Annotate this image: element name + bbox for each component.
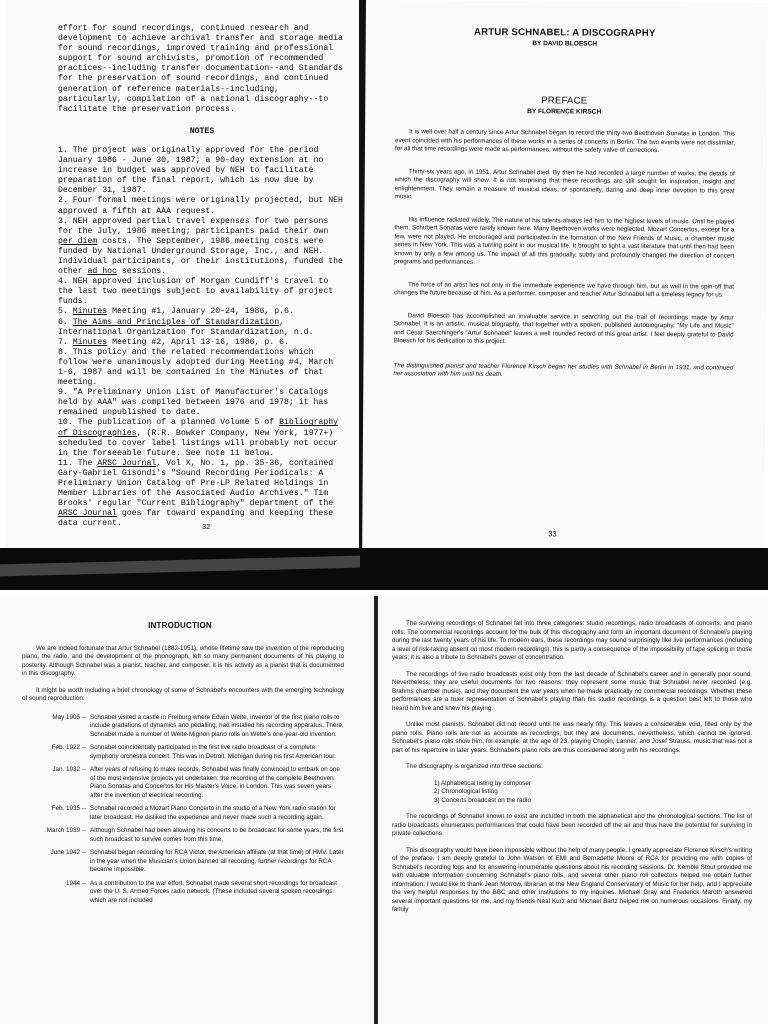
page-number-32: 32 bbox=[202, 522, 211, 531]
preface-body bbox=[393, 128, 735, 389]
body-paragraph: The recordings of Schnabel known to exist are included in both the alphabetical and the chronological sections. The list of radio broadcasts enumerates performances that could have been recorded off the air and thus have the potential for surviving in private collections. bbox=[392, 813, 752, 837]
introduction-continued-body bbox=[392, 620, 752, 923]
note-1: 1. The project was originally approved for the period January 1986 - June 30, 1987; a 90-day extension at no increase in budget was approved by NEH to facilitate preparation of the final report, which is now due by December 31, 1987. bbox=[58, 145, 324, 196]
note-11-text: 11. The bbox=[58, 458, 98, 468]
preface-paragraph: David Bloesch has accomplished an invaluable service in searching out the trail of recordings made by Artur Schnabel. It is an artistic, musical biography, that together with a spoken, published autobiography, "My Life and Music" and César Saerchinger's "Artur Schnabel" leaves a well rounded record of this great artist. I feel deeply grateful to David Bloesch for his dedication to this project. bbox=[393, 311, 734, 345]
author-note: The distinguished pianist and teacher Florence Kirsch began her studies with Schnabel in Berlin in 1931, and continued her association with him until his death. bbox=[393, 361, 734, 378]
introduction-body bbox=[22, 622, 344, 911]
note-3-ad-hoc: ad hoc bbox=[87, 267, 117, 277]
page-33-header bbox=[380, 26, 750, 49]
intro-paragraph: effort for sound recordings, continued research and development to achieve archival transfer and storage media for sound recordings, improved training and professional support for sound archivists, promotion of recommended practices--including transfer documentation--and Standards for the preservation of sound recordings, and continued generation of reference materials--including, particularly, compilation of a national discography--to facilitate the preservation process. bbox=[58, 24, 343, 114]
note-4: 4. NEH approved inclusion of Morgan Cundiff's travel to the last two meetings subject to availability of project funds. bbox=[58, 277, 334, 307]
note-5-text: Meeting #1, January 20-24, 1986, p.6. bbox=[107, 307, 294, 317]
note-11-journal: ARSC Journal bbox=[97, 458, 157, 468]
section-item: 2) Chronological listing bbox=[434, 788, 498, 795]
chronology-date: June 1942 -- bbox=[50, 849, 86, 856]
chronology-text: Schnabel began recording for RCA Victor, the American affiliate (at that time) of HMV. Later in the year when the Musician's Union banned all recording, further recordings for RCA became impossible. bbox=[90, 849, 344, 873]
preface-byline: BY FLORENCE KIRSCH bbox=[527, 108, 602, 116]
note-5 bbox=[58, 307, 346, 317]
section-item: 1) Alphabetical listing by composer bbox=[434, 779, 531, 787]
page-introduction bbox=[0, 596, 376, 1024]
note-10 bbox=[58, 418, 346, 458]
note-9: 9. "A Preliminary Union List of Manufacturer's Catalogs held by AAA" was compiled between 1976 and 1978; it has remained unpublished to date. bbox=[58, 388, 329, 418]
note-6-title: The Aims and Principles of Standardization bbox=[72, 317, 280, 327]
chronology-item bbox=[22, 744, 344, 761]
note-7-minutes: Minutes bbox=[72, 337, 108, 347]
chronology-list bbox=[22, 714, 344, 906]
note-10-text-b: , (R.R. Bowker Company, New York, 1977+) scheduled to cover label listings will probably not occur in the forseeable future. See note 11 below. bbox=[58, 428, 339, 458]
note-6 bbox=[58, 318, 346, 338]
section-item: 3) Concerts broadcast on the radio bbox=[434, 796, 531, 804]
preface-heading: PREFACE bbox=[541, 95, 588, 107]
note-11 bbox=[58, 459, 346, 530]
page-introduction-continued bbox=[378, 596, 768, 1024]
body-paragraph: The recordings of live radio broadcasts exist only from the last decade of Schnabel's career and in generally poor sound. Nevertheless, they are useful documents for two reasons: they represent some music that Schnabel never recorded (e.g. Brahms chamber music), and they document the war years when he made practically no commercial recordings. Whether these performances are a truer representation of Schnabel's playing than his studio recordings is a question best left to those who heard him live and knew his playing. bbox=[392, 670, 752, 712]
note-7-num: 7. bbox=[58, 337, 73, 347]
preface-header bbox=[379, 94, 749, 117]
chronology-item bbox=[22, 880, 344, 906]
note-8: 8. This policy and the related recommendations which follow were unanimously adopted during Meeting #4, March 1-6, 1987 and will be contained in the Minutes of that meeting. bbox=[58, 347, 334, 388]
note-10-title: Bibliography of Discographies bbox=[58, 418, 339, 438]
chronology-item bbox=[22, 805, 344, 822]
notes-heading: NOTES bbox=[189, 126, 215, 136]
sections-list bbox=[434, 780, 752, 806]
discography-title: ARTUR SCHNABEL: A DISCOGRAPHY bbox=[473, 26, 656, 40]
preface-paragraph: Thirty-six years ago, in 1951, Artur Schnabel died. By then he had recorded a large number of works, the details of which the discography will show. It is not surprising that these recordings are still sought for inspiration, insight and enlightenment. They remain a treasure of musical ideas, of spontaneity, daring and deep inner devotion to this great music. bbox=[394, 167, 735, 201]
chronology-item bbox=[22, 766, 344, 800]
note-11-text-c: goes far toward expanding and keeping these data current. bbox=[58, 509, 334, 529]
body-paragraph: The discography is organized into three sections: bbox=[406, 763, 543, 770]
note-3 bbox=[58, 217, 346, 278]
chronology-item bbox=[22, 827, 344, 844]
body-paragraph: The surviving recordings of Schnabel fall into three categories: studio recordings, radio broadcasts of concerts, and piano rolls. The commercial recordings account for the bulk of this discography and form an important document of Schnabel's playing during the last twenty years of his life. To modern ears, these recordings may sound surprisingly like live performances (including a level of risk-taking absent on most modern recordings); this is partly a consequence of the impossibility of tape splicing in those years; it is also a tribute to Schnabel's power of concentration. bbox=[392, 620, 752, 661]
page-32-text bbox=[58, 24, 346, 530]
note-6-num: 6. bbox=[58, 317, 73, 327]
chronology-date: Feb. 1922 -- bbox=[51, 744, 86, 751]
preface-paragraph: The force of an artist lies not only in the immediate experience we have through him, but as well in the spin-off that changes the future because of him. As a performer, composer and teacher Artur Schnabel left a timeless legacy for us. bbox=[393, 280, 735, 299]
intro-paragraph-1: We are indeed fortunate that Artur Schnabel (1882-1951), whose lifetime saw the invention of the reproducing piano, the radio, and the development of the phonograph, left so many permanent documents of his playing to posterity. Although Schnabel was a pianist, teacher, and composer, it is his activity as a pianist that is documented in this discography. bbox=[22, 644, 344, 677]
note-3-text: 3. NEH approved partial travel expenses for two persons for the July, 1986 meeting; participants paid their own bbox=[58, 216, 329, 236]
intro-paragraph-2: It might be worth including a brief chronology of some of Schnabel's encounters with the emerging technology of sound reproduction: bbox=[22, 686, 344, 702]
chronology-text: Schnabel recorded a Mozart Piano Concerto in the studio of a New York radio station for later broadcast. He disliked the experience and never made such a recording again. bbox=[90, 805, 336, 821]
chronology-date: May 1905 -- bbox=[52, 713, 86, 721]
chronology-text: Schnabel coincidentally participated in the first live radio broadcast of a complete symphony orchestra concert. This was in Detroit, Michigan during his first American tour. bbox=[90, 744, 336, 760]
note-6-text: , International Organization for Standardization, n.d. bbox=[58, 317, 314, 337]
note-5-num: 5. bbox=[58, 307, 73, 317]
chronology-text: Schnabel visited a castle in Freiburg where Edwin Welte, inventor of the first piano rolls to include gradations of dynamics and pedalling, had installed his recording apparatus. There, Schnabel made a number of Welte-Mignon piano rolls on Welte's one-year-old invention. bbox=[90, 713, 344, 738]
acknowledgements-paragraph: This discography would have been impossible without the help of many people. I greatly appreciate Florence Kirsch's writing of the preface. I am deeply grateful to John Watson of EMI and Bernadette Moore of RCA for providing me with copies of Schnabel's recording logs and for answering innumerable questions about his recording sessions. Dr. Kemble Stout provided me with valuable information concerning Schnabel's piano rolls, and several other piano roll collectors helped me obtain further information. I would like to thank Jean Morrow, librarian at the New England Conservatory of Music for her help, and I appreciate the very helpful responses by the BBC and other institutions to my inquiries. Michael Gray and Frederick Maroth answered several important questions for me, and my friends Neal Kurz and Michael Bartz helped me on numerous occasions. Finally, my family bbox=[392, 846, 752, 913]
chronology-text: As a contribution to the war effort, Schnabel made several short recordings for broadcast over the U. S. Armed Forces radio network. (These included several spoken recordings which are not included bbox=[90, 879, 337, 904]
chronology-date: Jan. 1932 -- bbox=[52, 766, 86, 773]
chronology-date: 1944 -- bbox=[66, 879, 86, 887]
note-11-text-b: , Vol X, No. 1, pp. 35-36, contained Gary-Gabriel Gisondi's "Sound Recording Periodicals: A Preliminary Union Catalog of Pre-LP Related Holdings in Member Libraries of the Associated Audio Archives." Tim Brooks' regular "Current Bibliography" department of the bbox=[58, 458, 334, 509]
note-7-text: Meeting #2, April 13-16, 1986, p. 6. bbox=[107, 337, 289, 347]
page-32 bbox=[6, 0, 359, 548]
chronology-item bbox=[22, 714, 344, 740]
note-10-text: 10. The publication of a planned Volume 5 of bbox=[58, 418, 280, 428]
chronology-text: After years of refusing to make records, Schnabel was finally convinced to embark on one of the most extensive projects yet undertaken: the recording of the complete Beethoven Piano Sonatas and Concertos for His Master's Voice, in London. This was seven years after the invention of electrical recording. bbox=[90, 766, 340, 799]
page-33 bbox=[362, 0, 768, 581]
note-5-minutes: Minutes bbox=[72, 307, 108, 317]
page-number-33: 33 bbox=[548, 529, 557, 539]
chronology-date: March 1939 -- bbox=[46, 827, 86, 834]
note-2: 2. Four formal meetings were originally projected, but NEH approved a fifth at AAA request. bbox=[58, 196, 343, 216]
chronology-text: Although Schnabel had been allowing his concerts to be broadcast for some years, the first such broadcast to survive comes from this time. bbox=[90, 827, 344, 843]
note-3-text-c: sessions. bbox=[116, 267, 167, 277]
discography-byline: BY DAVID BLOESCH bbox=[532, 40, 598, 48]
note-7 bbox=[58, 338, 346, 348]
note-3-per-diem: per diem bbox=[58, 236, 98, 246]
preface-paragraph: His influence radiated widely. The nature of his talents always led him to the highest levels of music. Until he played them, Schubert Sonatas were rarely known here. Many Beethoven works were neglected. Mozart Concertos, except for a few, were not played. He encouraged and participated in the formation of the New Friends of Music, a chamber music series in New York. This was a turning point in our musical life. It brought to light a vast literature that until then had been known by only a few among us. The impact of all this gradually, subtly and profoundly changed the direction of concert programs and performances. bbox=[394, 215, 735, 266]
chronology-date: Feb. 1935 -- bbox=[51, 805, 86, 812]
preface-paragraph: It is well over half a century since Artur Schnabel began to record the thirty-two Beethoven Sonatas in London. This event coincided with his performances of these works in a series of concerts in Berlin. The two events were not dissimilar, for all that time recordings were made as performances, without the safety valve of corrections. bbox=[394, 128, 736, 155]
note-3-text-b: costs. The September, 1986 meeting costs were funded by National Underground Storage, Inc., and NEH. Individual participants, or their institutions, funded the other bbox=[58, 236, 343, 277]
introduction-heading: INTRODUCTION bbox=[148, 621, 212, 630]
note-11-journal-2: ARSC Journal bbox=[58, 509, 117, 519]
chronology-item bbox=[22, 849, 344, 875]
body-paragraph: Unlike most pianists, Schnabel did not record until he was nearly fifty. This leaves a considerable void, filled only by the piano rolls. Piano rolls are not as accurate as recordings, but they are documents, nevertheless, which cannot be ignored. Schnabel's piano rolls show him, for example, at the age of 23, playing Chopin, Lanner, and Josef Strauss, music that was not a part of his repertoire in later years. Schnabel's piano rolls are thus considered along with his recordings. bbox=[392, 721, 752, 754]
